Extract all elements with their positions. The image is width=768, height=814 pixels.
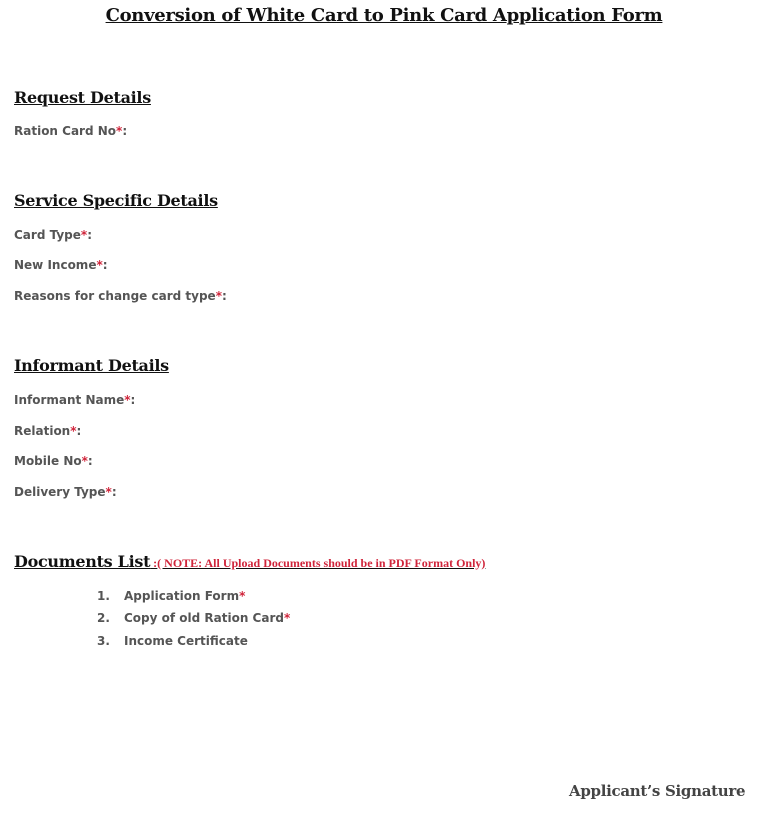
field-label: Delivery Type [14,485,106,499]
required-asterisk: * [80,228,88,242]
field-label: Informant Name [14,393,125,407]
field-label: Ration Card No [14,124,117,138]
documents-list-heading: Documents List :( NOTE: All Upload Documents should be in PDF Format Only) [14,552,486,571]
field-label: Relation [14,424,71,438]
required-asterisk: * [124,393,131,407]
request-details-heading: Request Details [14,88,151,107]
relation-field: Relation*: [14,424,82,438]
document-item: 3. Income Certificate [97,634,248,648]
document-item: 1. Application Form* [97,589,246,603]
service-details-heading: Service Specific Details [14,191,218,210]
required-asterisk: * [96,258,103,272]
new-income-field: New Income*: [14,258,108,272]
informant-details-heading: Informant Details [14,356,169,375]
reasons-field: Reasons for change card type*: [14,289,227,303]
form-title: Conversion of White Card to Pink Card Application Form [105,5,663,26]
ration-card-no-field: Ration Card No*: [14,124,128,138]
mobile-no-field: Mobile No*: [14,454,93,468]
required-asterisk: * [116,124,123,138]
informant-name-field: Informant Name*: [14,393,136,407]
card-type-field: Card Type*: [14,228,92,242]
documents-heading-text: Documents List [14,552,151,571]
required-asterisk: * [70,424,77,438]
pdf-format-note: ( NOTE: All Upload Documents should be in PDF Format Only) [157,556,486,570]
field-label: Reasons for change card type [14,289,216,303]
applicant-signature-label: Applicant’s Signature [569,782,746,800]
document-item: 2. Copy of old Ration Card* [97,611,291,625]
required-asterisk: * [239,589,246,603]
required-asterisk: * [215,289,222,303]
field-label: Mobile No [14,454,82,468]
required-asterisk: * [81,454,88,468]
required-asterisk: * [283,611,291,625]
delivery-type-field: Delivery Type*: [14,485,117,499]
required-asterisk: * [105,485,112,499]
field-label: New Income [14,258,97,272]
field-label: Card Type [14,228,81,242]
